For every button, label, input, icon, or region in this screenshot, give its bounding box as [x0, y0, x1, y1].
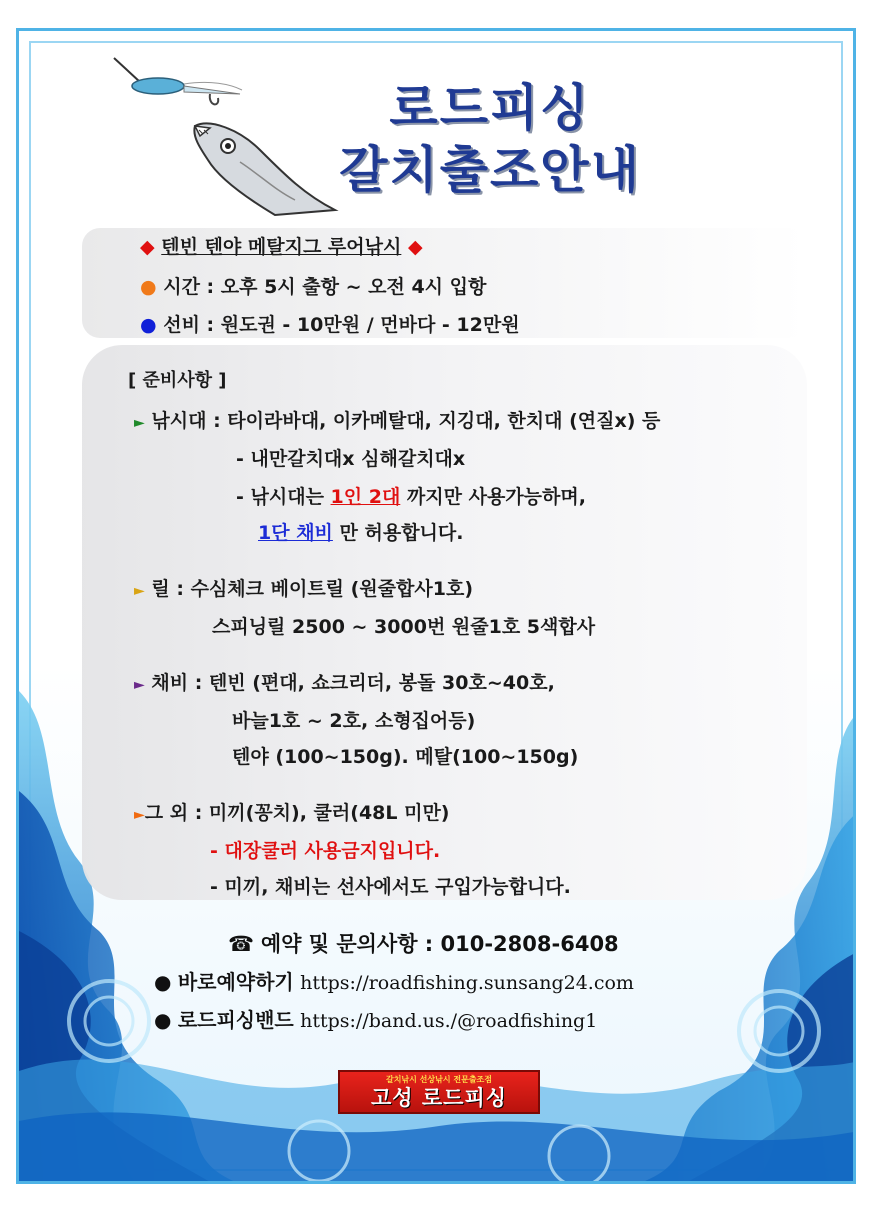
method-line [140, 232, 423, 259]
band-line [154, 1004, 597, 1033]
arrow-right-icon: ► [134, 583, 145, 599]
arrow-right-icon: ► [134, 677, 145, 693]
title-line-1: 로드피싱 [389, 79, 591, 137]
reel-line-1 [134, 574, 473, 601]
time-text: 시간 : 오후 5시 출항 ~ 오전 4시 입항 [163, 276, 487, 298]
booking-line [154, 966, 634, 995]
rod-text-3-pre: - 낚시대는 [236, 486, 331, 508]
rig-line-2: 바늘1호 ~ 2호, 소형집어등) [232, 710, 476, 732]
arrow-right-icon: ► [134, 415, 145, 431]
rod-text-4-post: 만 허용합니다. [332, 522, 464, 544]
band-link[interactable]: https://band.us./@roadfishing1 [300, 1010, 598, 1032]
diamond-icon: ◆ [407, 236, 423, 258]
logo-tagline: 갈치낚시 선상낚시 전문출조점 [385, 1075, 493, 1084]
rod-line-1 [134, 406, 660, 433]
etc-line-1 [134, 798, 450, 825]
rig-text-1: 채비 : 텐빈 (편대, 쇼크리더, 봉돌 30호~40호, [151, 672, 555, 694]
fare-text: 선비 : 원도권 - 10만원 / 먼바다 - 12만원 [163, 314, 520, 336]
brand-logo [338, 1070, 540, 1114]
rod-line-4 [258, 518, 463, 545]
rod-line-3 [236, 482, 586, 509]
etc-text-1: 그 외 : 미끼(꽁치), 쿨러(48L 미만) [144, 802, 450, 824]
phone-line [228, 928, 619, 958]
fish-illustration [100, 50, 340, 220]
title-line-2: 갈치출조안내 [339, 140, 641, 199]
arrow-right-icon: ► [134, 807, 145, 823]
rod-text-3-post: 까지만 사용가능하며, [400, 486, 586, 508]
rod-text-1: 낚시대 : 타이라바대, 이카메탈대, 지깅대, 한치대 (연질x) 등 [151, 410, 661, 432]
reel-text-1: 릴 : 수심체크 베이트릴 (원줄합사1호) [151, 578, 474, 600]
fare-line [140, 310, 520, 337]
etc-line-2: - 대장쿨러 사용금지입니다. [210, 840, 441, 862]
orange-dot-icon: ● [140, 276, 157, 298]
bullet-icon: ● [154, 970, 172, 994]
prep-heading: [ 준비사항 ] [128, 370, 227, 391]
poster-title [330, 80, 650, 199]
time-line [140, 272, 486, 299]
diamond-icon: ◆ [140, 236, 155, 258]
bullet-icon: ● [154, 1008, 172, 1032]
etc-line-3: - 미끼, 채비는 선사에서도 구입가능합니다. [210, 876, 571, 898]
blue-dot-icon: ● [140, 314, 157, 336]
booking-link[interactable]: https://roadfishing.sunsang24.com [300, 972, 634, 994]
rig-line-3: 텐야 (100~150g). 메탈(100~150g) [232, 746, 579, 768]
method-text: 텐빈 텐야 메탈지그 루어낚시 [161, 236, 402, 258]
rod-line-2: - 내만갈치대x 심해갈치대x [236, 448, 466, 470]
rig-line-1 [134, 668, 555, 695]
rig-limit-highlight: 1단 채비 [258, 522, 333, 544]
rod-limit-highlight: 1인 2대 [330, 486, 401, 508]
phone-icon: ☎ [228, 932, 255, 956]
phone-text: 예약 및 문의사항 : 010-2808-6408 [260, 932, 619, 956]
booking-label: 바로예약하기 [177, 970, 294, 994]
reel-line-2: 스피닝릴 2500 ~ 3000번 원줄1호 5색합사 [212, 616, 596, 638]
band-label: 로드피싱밴드 [177, 1008, 294, 1032]
logo-name: 고성 로드피싱 [370, 1086, 508, 1110]
